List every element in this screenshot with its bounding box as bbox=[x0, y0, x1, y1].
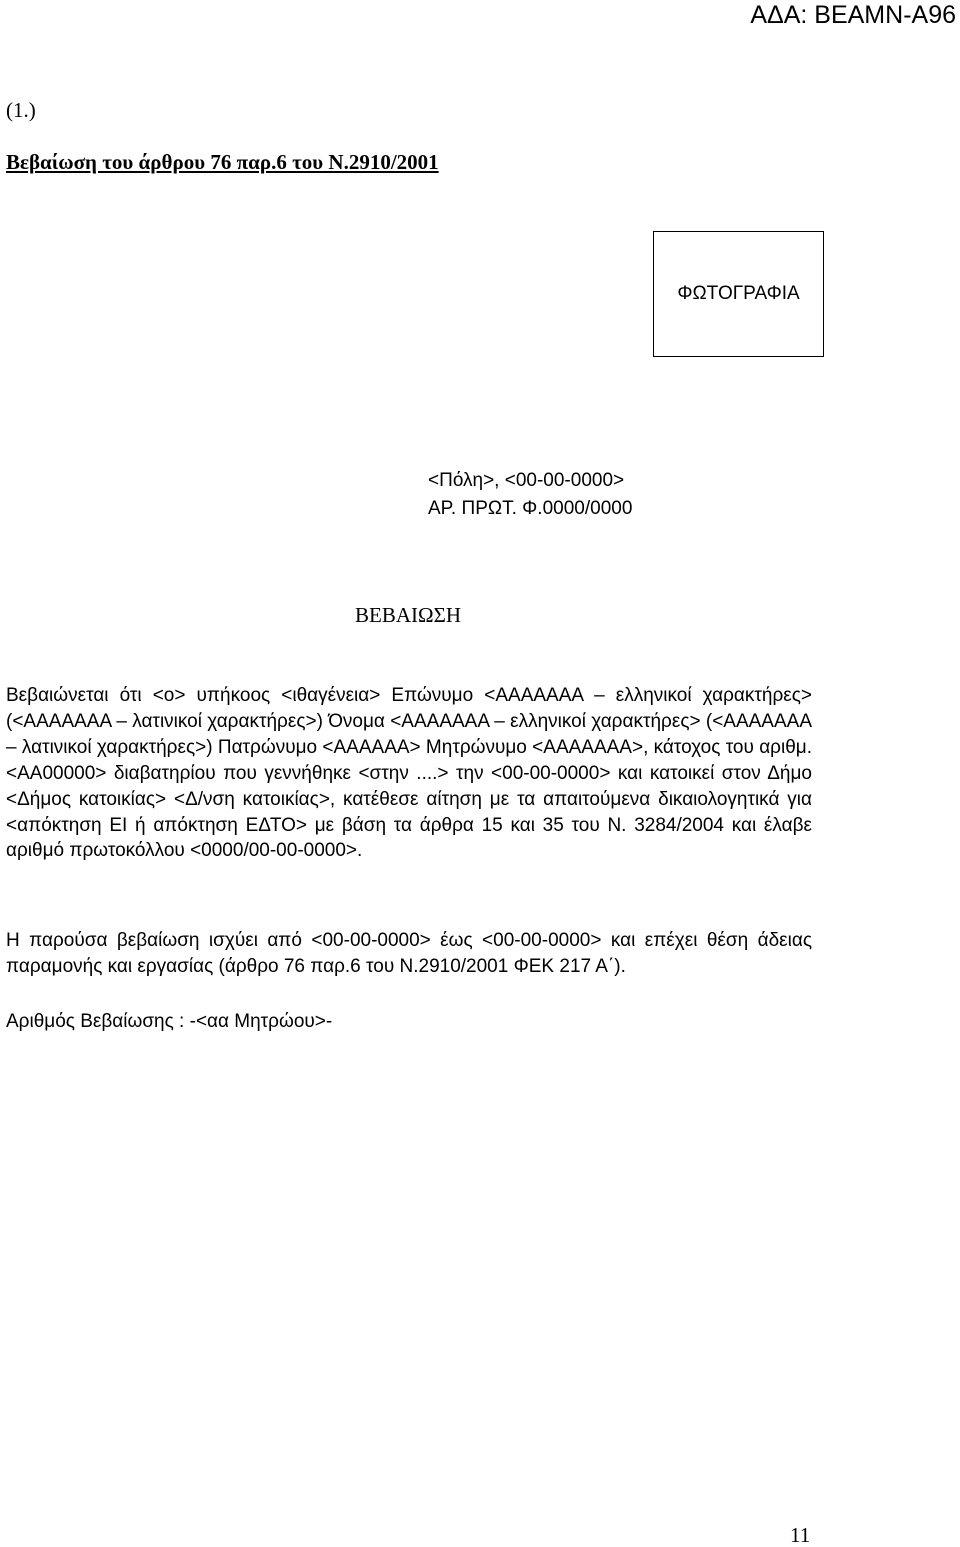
validity-statement: Η παρούσα βεβαίωση ισχύει από <00-00-0000> έως <00-00-0000> και επέχει θέση άδειας παραμονής και εργασίας (άρθρο 76 παρ.6 του Ν.2910/2001 ΦΕΚ 217 Α΄). bbox=[6, 930, 812, 977]
photo-placeholder-label: ΦΩΤΟΓΡΑΦΙΑ bbox=[677, 283, 800, 304]
document-title: Βεβαίωση του άρθρου 76 παρ.6 του Ν.2910/2001 bbox=[6, 150, 439, 174]
photo-placeholder-box bbox=[653, 231, 824, 357]
certificate-body: Βεβαιώνεται ότι <ο> υπήκοος <ιθαγένεια> Επώνυμο <ΑΑΑΑΑΑΑ – ελληνικοί χαρακτήρες> (<ΑΑΑΑΑΑΑ – λατινικοί χαρακτήρες>) Όνομα <ΑΑΑΑΑΑΑ – ελληνικοί χαρακτήρες> (<ΑΑΑΑΑΑΑ – λατινικοί χαρακτήρες>) Πατρώνυμο <ΑΑΑΑΑΑ> Μητρώνυμο <ΑΑΑΑΑΑΑ>, κάτοχος του αριθμ. <ΑΑ00000> διαβατηρίου που γεννήθηκε <στην ....> την <00-00-0000> και κατοικεί στον Δήμο <Δήμος κατοικίας> <Δ/νση κατοικίας>, κατέθεσε αίτηση με τα απαιτούμενα δικαιολογητικά για <απόκτηση ΕΙ ή απόκτηση ΕΔΤΟ> με βάση τα άρθρα 15 και 35 του Ν. 3284/2004 και έλαβε αριθμό πρωτοκόλλου <0000/00-00-0000>. bbox=[6, 685, 812, 862]
protocol-number-line: ΑΡ. ΠΡΩΤ. Φ.0000/0000 bbox=[428, 498, 633, 519]
page-number: 11 bbox=[790, 1523, 811, 1547]
item-number: (1.) bbox=[6, 98, 36, 122]
certificate-heading: ΒΕΒΑΙΩΣΗ bbox=[355, 603, 461, 627]
city-date-line: <Πόλη>, <00-00-0000> bbox=[428, 470, 625, 491]
ada-code: ΑΔΑ: ΒΕΑΜΝ-Α96 bbox=[750, 1, 956, 29]
certificate-number: Αριθμός Βεβαίωσης : -<αα Μητρώου>- bbox=[6, 1011, 333, 1032]
